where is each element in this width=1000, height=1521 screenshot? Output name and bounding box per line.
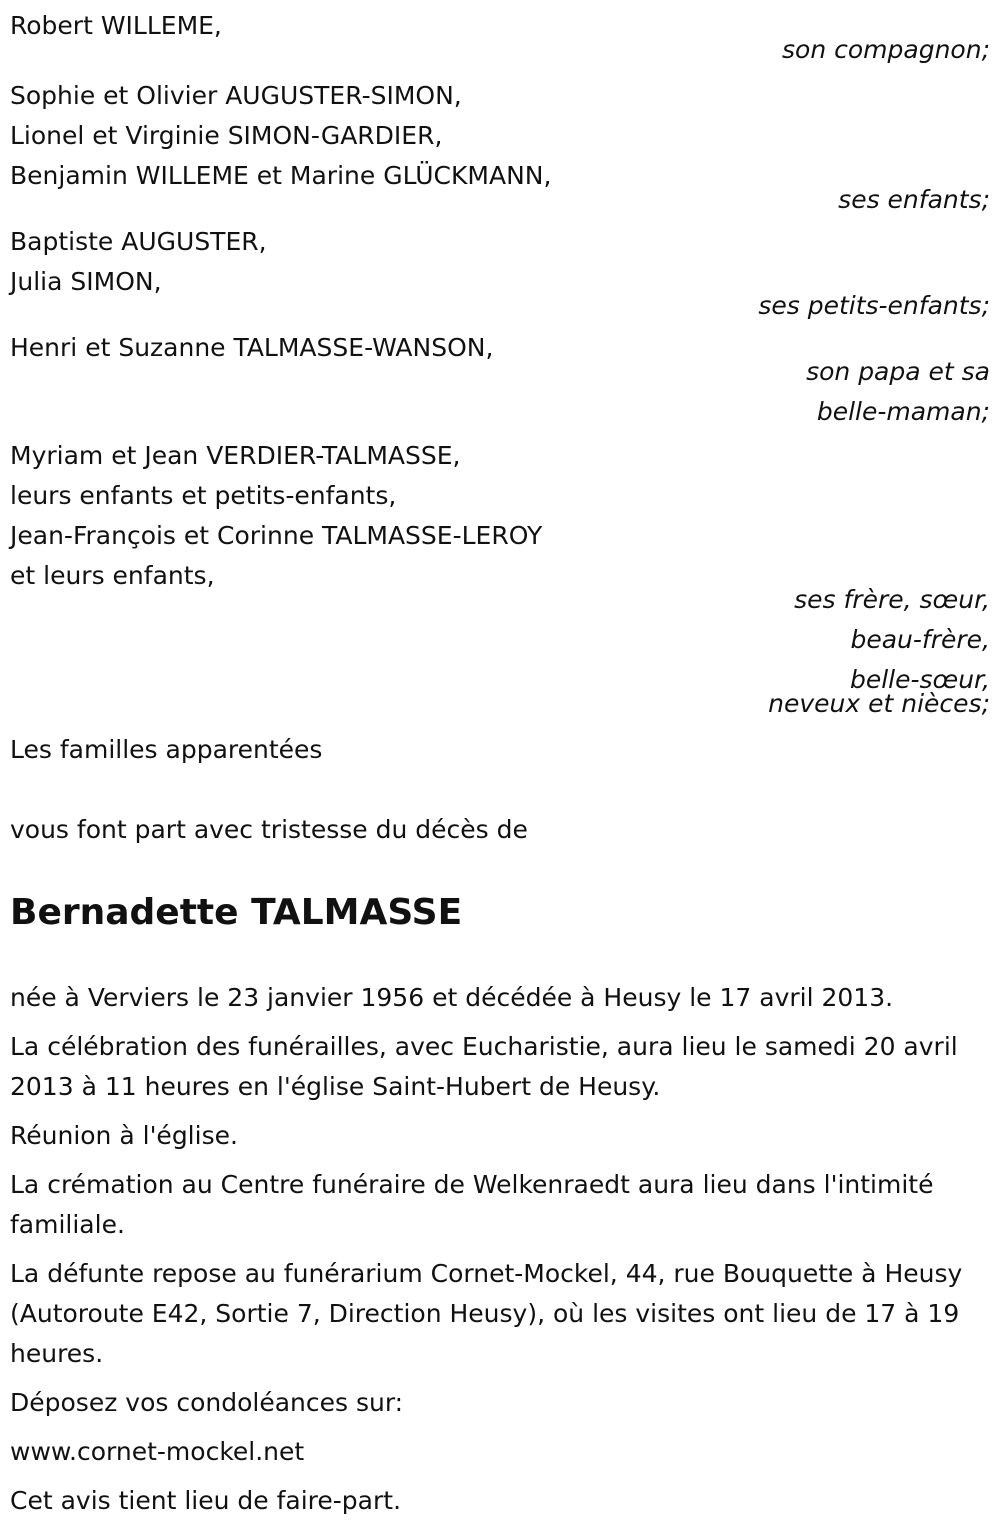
family-role: belle-maman;: [816, 397, 990, 426]
visitation-paragraph: La défunte repose au funérarium Cornet-Mockel, 44, rue Bouquette à Heusy (Autoroute E42, Sortie 7, Direction Heusy), où les visites ont lieu de 17 à 19 heures.: [10, 1259, 963, 1368]
website-link[interactable]: www.cornet-mockel.net: [10, 1437, 305, 1466]
family-group-siblings: [10, 436, 990, 716]
family-name-line: Robert WILLEME,: [10, 11, 222, 40]
deceased-name: Bernadette TALMASSE: [10, 892, 463, 933]
family-group-companion: [10, 6, 990, 70]
family-role: belle-sœur,: [849, 665, 990, 694]
family-role: beau-frère,: [850, 625, 990, 654]
related-families: [10, 730, 990, 770]
family-role: son compagnon;: [782, 35, 990, 64]
family-name-line: Lionel et Virginie SIMON-GARDIER,: [10, 121, 443, 150]
birth-death-paragraph: née à Verviers le 23 janvier 1956 et décédée à Heusy le 17 avril 2013.: [10, 983, 894, 1012]
family-name-line: et leurs enfants,: [10, 561, 215, 590]
family-group-parents: [10, 328, 990, 432]
announcement-text: vous font part avec tristesse du décès de: [10, 815, 528, 844]
family-name-line: Julia SIMON,: [10, 267, 162, 296]
family-role: ses petits-enfants;: [758, 291, 990, 320]
cremation-paragraph: La crémation au Centre funéraire de Welkenraedt aura lieu dans l'intimité familiale.: [10, 1170, 934, 1239]
notice-body: [10, 978, 990, 1521]
family-name-line: Baptiste AUGUSTER,: [10, 227, 267, 256]
family-role: neveux et nièces;: [768, 689, 990, 718]
family-group-children: [10, 76, 990, 220]
family-name-line: Myriam et Jean VERDIER-TALMASSE,: [10, 441, 461, 470]
family-name-line: Jean-François et Corinne TALMASSE-LEROY: [10, 521, 543, 550]
condolences-paragraph: Déposez vos condoléances sur:: [10, 1388, 404, 1417]
family-name-line: Sophie et Olivier AUGUSTER-SIMON,: [10, 81, 462, 110]
family-name-line: Henri et Suzanne TALMASSE-WANSON,: [10, 333, 494, 362]
family-role: ses frère, sœur,: [794, 585, 990, 614]
family-role: ses enfants;: [838, 185, 990, 214]
announcement: [10, 810, 990, 850]
funeral-paragraph: La célébration des funérailles, avec Eucharistie, aura lieu le samedi 20 avril 2013 à 11 heures en l'église Saint-Hubert de Heusy.: [10, 1032, 958, 1101]
family-name-line: leurs enfants et petits-enfants,: [10, 481, 397, 510]
meeting-paragraph: Réunion à l'église.: [10, 1121, 238, 1150]
closing-paragraph: Cet avis tient lieu de faire-part.: [10, 1486, 402, 1515]
family-group-grandchildren: [10, 222, 990, 326]
related-families-text: Les familles apparentées: [10, 735, 323, 764]
family-role: son papa et sa: [806, 357, 990, 386]
spacer: [10, 770, 990, 810]
family-name-line: Benjamin WILLEME et Marine GLÜCKMANN,: [10, 161, 552, 190]
